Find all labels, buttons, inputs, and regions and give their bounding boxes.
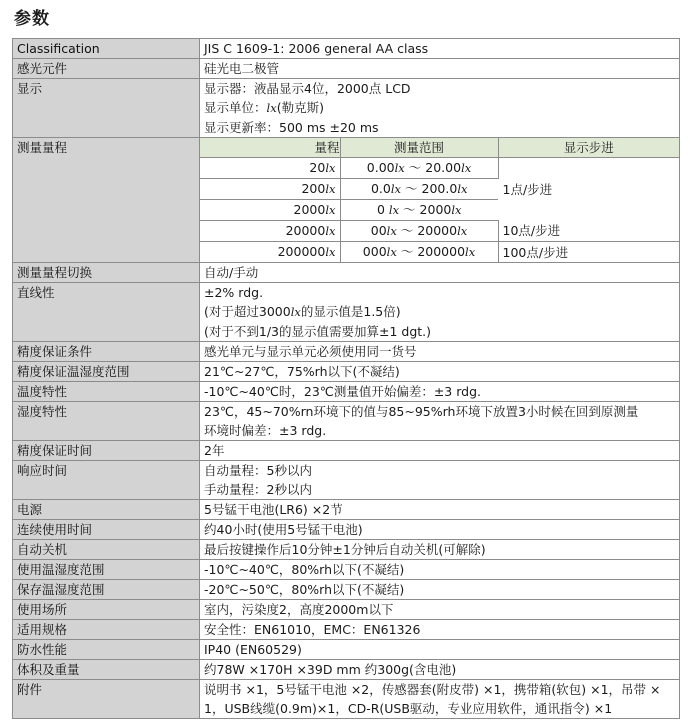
spec-label: 精度保证时间 <box>13 441 200 461</box>
spec-row-humidity-char <box>13 402 680 441</box>
range-value: 200000lx <box>200 242 340 263</box>
spec-label: 体积及重量 <box>13 660 200 680</box>
lux-unit: lx <box>325 245 336 259</box>
spec-row-response <box>13 461 680 500</box>
spec-label: 防水性能 <box>13 640 200 660</box>
spec-row-sensor <box>13 59 680 79</box>
spec-value: -20℃~50℃，80%rh以下(不凝结) <box>200 580 680 600</box>
spec-value: -10℃~40℃，80%rh以下(不凝结) <box>200 560 680 580</box>
spec-row-accuracy-period <box>13 441 680 461</box>
linearity-note-1: (对于超过3000lx的显示值是1.5倍) <box>204 304 401 319</box>
lux-unit: lx <box>266 101 277 115</box>
spec-value: 硅光电二极管 <box>200 59 680 79</box>
spec-value <box>200 283 680 342</box>
spec-label: 测量量程切换 <box>13 263 200 283</box>
spec-value: 自动/手动 <box>200 263 680 283</box>
spec-label: 显示 <box>13 79 200 138</box>
lux-unit: lx <box>457 182 468 196</box>
spec-row-classification <box>13 39 680 59</box>
spec-row-power <box>13 500 680 520</box>
lux-unit: lx <box>388 203 400 217</box>
spec-value: 5号锰干电池(LR6) ×2节 <box>200 500 680 520</box>
spec-value <box>200 79 680 138</box>
spec-label: 保存温湿度范围 <box>13 580 200 600</box>
spec-value: 约40小时(使用5号锰干电池) <box>200 520 680 540</box>
measure-range: 0.0lx ～ 200.0lx <box>340 179 498 200</box>
spec-label: 附件 <box>13 680 200 719</box>
spec-label: 精度保证条件 <box>13 342 200 362</box>
spec-row-auto-off <box>13 540 680 560</box>
display-device-text: 显示器：液晶显示4位，2000点 LCD <box>204 81 411 96</box>
range-value: 20000lx <box>200 221 340 242</box>
range-header-row <box>200 138 679 158</box>
spec-label: 使用场所 <box>13 600 200 620</box>
spec-label: 温度特性 <box>13 382 200 402</box>
spec-value: 21℃~27℃，75%rh以下(不凝结) <box>200 362 680 382</box>
spec-label: 精度保证温湿度范围 <box>13 362 200 382</box>
spec-label: 电源 <box>13 500 200 520</box>
spec-label: 响应时间 <box>13 461 200 500</box>
spec-label: 感光元件 <box>13 59 200 79</box>
spec-row-location <box>13 600 680 620</box>
humidity-line-1: 23℃，45~70%rn环境下的值与85~95%rh环境下放置3小时候在回到原测量 <box>204 404 639 419</box>
lux-unit: lx <box>457 224 468 238</box>
spec-row-op-temp <box>13 560 680 580</box>
range-header-step: 显示步进 <box>498 138 679 158</box>
spec-value: JIS C 1609-1: 2006 general AA class <box>200 39 680 59</box>
spec-value: 感光单元与显示单元必须使用同一货号 <box>200 342 680 362</box>
range-value: 200lx <box>200 179 340 200</box>
spec-value: IP40 (EN60529) <box>200 640 680 660</box>
range-row <box>200 242 679 263</box>
spec-label: 测量量程 <box>13 138 200 263</box>
spec-row-dimensions <box>13 660 680 680</box>
display-refresh-text: 显示更新率：500 ms ±20 ms <box>204 120 379 135</box>
spec-label: 连续使用时间 <box>13 520 200 540</box>
step-value: 1点/步进 <box>502 181 553 197</box>
response-auto: 自动量程：5秒以内 <box>204 463 312 478</box>
spec-row-accessories <box>13 680 680 719</box>
spec-value <box>200 138 680 263</box>
spec-row-ranges <box>13 138 680 263</box>
range-header-measure: 测量范围 <box>340 138 498 158</box>
step-value: 100点/步进 <box>502 244 569 260</box>
spec-row-continuous <box>13 520 680 540</box>
spec-value: 安全性：EN61010，EMC：EN61326 <box>200 620 680 640</box>
response-manual: 手动量程：2秒以内 <box>204 482 312 497</box>
lux-unit: lx <box>325 161 336 175</box>
range-value: 20lx <box>200 158 340 179</box>
measure-range: 0.00lx ～ 20.00lx <box>340 158 498 179</box>
spec-row-linearity <box>13 283 680 342</box>
lux-unit: lx <box>290 305 301 319</box>
spec-value: 最后按键操作后10分钟±1分钟后自动关机(可解除) <box>200 540 680 560</box>
spec-row-temp-char <box>13 382 680 402</box>
page-title: 参数 <box>14 9 50 29</box>
spec-table <box>12 38 680 719</box>
spec-value: 说明书 ×1，5号锰干电池 ×2，传感器套(附皮带) ×1，携带箱(软包) ×1，吊带 ×1，USB线缆(0.9m)×1，CD-R(USB驱动，专业应用软件，通讯指令) ×1 <box>200 680 680 719</box>
spec-row-waterproof <box>13 640 680 660</box>
lux-unit: lx <box>461 161 472 175</box>
lux-unit: lx <box>325 182 336 196</box>
display-unit-suffix: (勒克斯) <box>276 100 324 115</box>
lux-unit: lx <box>394 161 405 175</box>
lux-unit: lx <box>451 203 462 217</box>
linearity-note-2: (对于不到1/3的显示值需要加算±1 dgt.) <box>204 324 432 339</box>
spec-row-standards <box>13 620 680 640</box>
lux-unit: lx <box>386 245 397 259</box>
spec-label: 使用温湿度范围 <box>13 560 200 580</box>
range-header-range: 量程 <box>200 138 340 158</box>
display-unit-prefix: 显示单位： <box>204 100 267 115</box>
lux-unit: lx <box>465 245 476 259</box>
spec-value: 约78W ×170H ×39D mm 约300g(含电池) <box>200 660 680 680</box>
lux-unit: lx <box>325 203 336 217</box>
range-row <box>200 158 679 179</box>
lux-unit: lx <box>390 182 402 196</box>
humidity-line-2: 环境时偏差：±3 rdg. <box>204 423 327 438</box>
measure-range: 000lx ～ 200000lx <box>340 242 498 263</box>
spec-value <box>200 402 680 441</box>
linearity-main: ±2% rdg. <box>204 285 264 300</box>
measure-range: 0 lx ～ 2000lx <box>340 200 498 221</box>
measure-range: 00lx ～ 20000lx <box>340 221 498 242</box>
range-table <box>200 138 679 262</box>
spec-label: 自动关机 <box>13 540 200 560</box>
spec-row-range-switch <box>13 263 680 283</box>
lux-unit: lx <box>386 224 397 238</box>
range-value: 2000lx <box>200 200 340 221</box>
spec-label: 适用规格 <box>13 620 200 640</box>
lux-unit: lx <box>325 224 336 238</box>
spec-row-accuracy-temp <box>13 362 680 382</box>
spec-value <box>200 461 680 500</box>
spec-row-display <box>13 79 680 138</box>
step-value: 10点/步进 <box>498 221 679 242</box>
spec-value: -10℃~40℃时，23℃测量值开始偏差：±3 rdg. <box>200 382 680 402</box>
spec-label: Classification <box>13 39 200 59</box>
spec-label: 湿度特性 <box>13 402 200 441</box>
spec-row-storage-temp <box>13 580 680 600</box>
display-unit-line <box>204 98 675 118</box>
range-row <box>200 221 679 242</box>
spec-value: 室内，污染度2，高度2000m以下 <box>200 600 680 620</box>
spec-value: 2年 <box>200 441 680 461</box>
spec-row-accuracy-condition <box>13 342 680 362</box>
spec-label: 直线性 <box>13 283 200 342</box>
